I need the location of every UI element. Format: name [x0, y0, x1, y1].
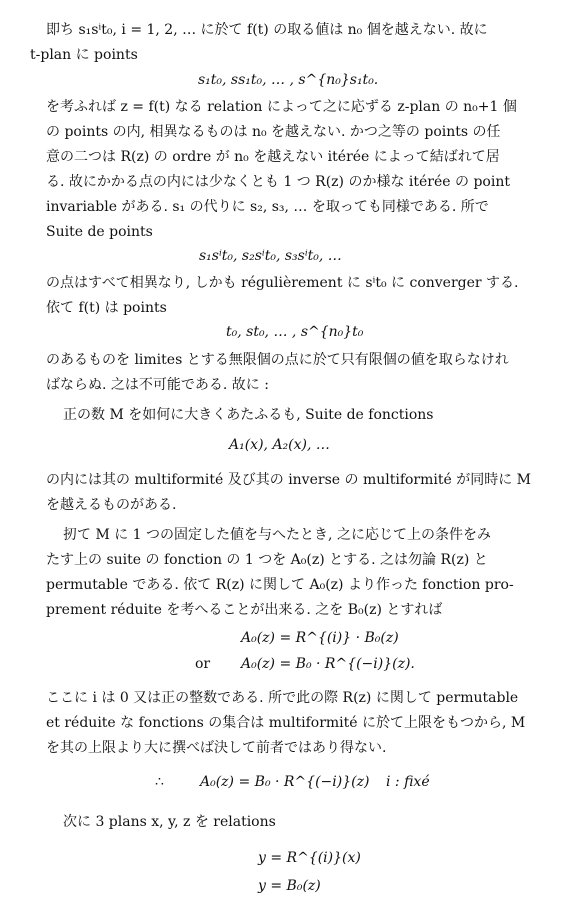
therefore-symbol: ∴	[155, 774, 164, 790]
paragraph-line: prement réduite を考へることが出来る. 之を B₀(z) とすれば	[46, 602, 443, 618]
paragraph-line: の点はすべて相異なり, しかも régulièrement に sⁱt₀ に converger する.	[46, 275, 519, 291]
paragraph-line: のあるものを limites とする無限個の点に於て只有限個の値を取らなけれ	[46, 352, 509, 368]
paragraph-line: 正の数 M を如何に大きくあたふるも, Suite de fonctions	[63, 407, 434, 423]
paragraph-line: たす上の suite の fonction の 1 つを A₀(z) とする. 之は勿論 R(z) と	[46, 552, 488, 568]
display-equation: y = B₀(z)	[258, 878, 321, 894]
paragraph-line: 扨て M に 1 つの固定した値を与へたとき, 之に応じて上の条件をみ	[63, 527, 491, 543]
paragraph-line: を其の上限より大に撰べば決して前者ではあり得ない.	[46, 740, 387, 756]
paragraph-line: の内には其の multiformité 及び其の inverse の multiformité が同時に M	[46, 472, 532, 488]
paragraph-line: 意の二つは R(z) の ordre が n₀ を越えない itérée によって結ばれて居	[46, 149, 500, 165]
paragraph-line: invariable がある. s₁ の代りに s₂, s₃, … を取っても同様である. 所で	[46, 199, 489, 215]
display-equation: y = R^{(i)}(x)	[258, 850, 361, 866]
paragraph-line: 依て f(t) は points	[46, 300, 167, 316]
paragraph-line: permutable である. 依て R(z) に関して A₀(z) より作った fonction pro-	[46, 577, 514, 593]
display-equation: s₁sⁱt₀, s₂sⁱt₀, s₃sⁱt₀, …	[199, 248, 342, 264]
paragraph-line: の points の内, 相異なるものは n₀ を越えない. かつ之等の points の任	[46, 124, 501, 140]
display-equation: A₀(z) = B₀ · R^{(−i)}(z).	[241, 656, 415, 672]
display-equation: A₀(z) = B₀ · R^{(−i)}(z)	[200, 774, 370, 790]
paragraph-line: ばならぬ. 之は不可能である. 故に :	[46, 377, 269, 393]
paragraph-line: る. 故にかかる点の内には少なくとも 1 つ R(z) のか様な itérée の point	[46, 174, 510, 190]
paragraph-line: を越えるものがある.	[46, 497, 177, 513]
paragraph-line: et réduite な fonctions の集合は multiformité に於て上限をもつから, M	[46, 715, 526, 731]
paragraph-line: Suite de points	[46, 224, 153, 240]
or-label: or	[195, 656, 211, 672]
paragraph-line: ここに i は 0 又は正の整数である. 所で此の際 R(z) に関して permutable	[46, 690, 519, 706]
paragraph-line: を考ふれば z = f(t) なる relation によって之に応ずる z-plan の n₀+1 個	[46, 99, 517, 115]
display-equation: t₀, st₀, … , s^{n₀}t₀	[226, 324, 364, 340]
display-equation: s₁t₀, ss₁t₀, … , s^{n₀}s₁t₀.	[198, 72, 379, 88]
paragraph-line: 即ち s₁sⁱt₀, i = 1, 2, … に於て f(t) の取る値は n₀ 個を越えない. 故に	[46, 22, 488, 38]
paragraph-line: t-plan に points	[30, 47, 138, 63]
display-equation: A₁(x), A₂(x), …	[229, 437, 330, 453]
display-equation: A₀(z) = R^{(i)} · B₀(z)	[241, 630, 399, 646]
paragraph-line: 次に 3 plans x, y, z を relations	[63, 814, 276, 830]
condition-label: i : fixé	[386, 774, 430, 790]
